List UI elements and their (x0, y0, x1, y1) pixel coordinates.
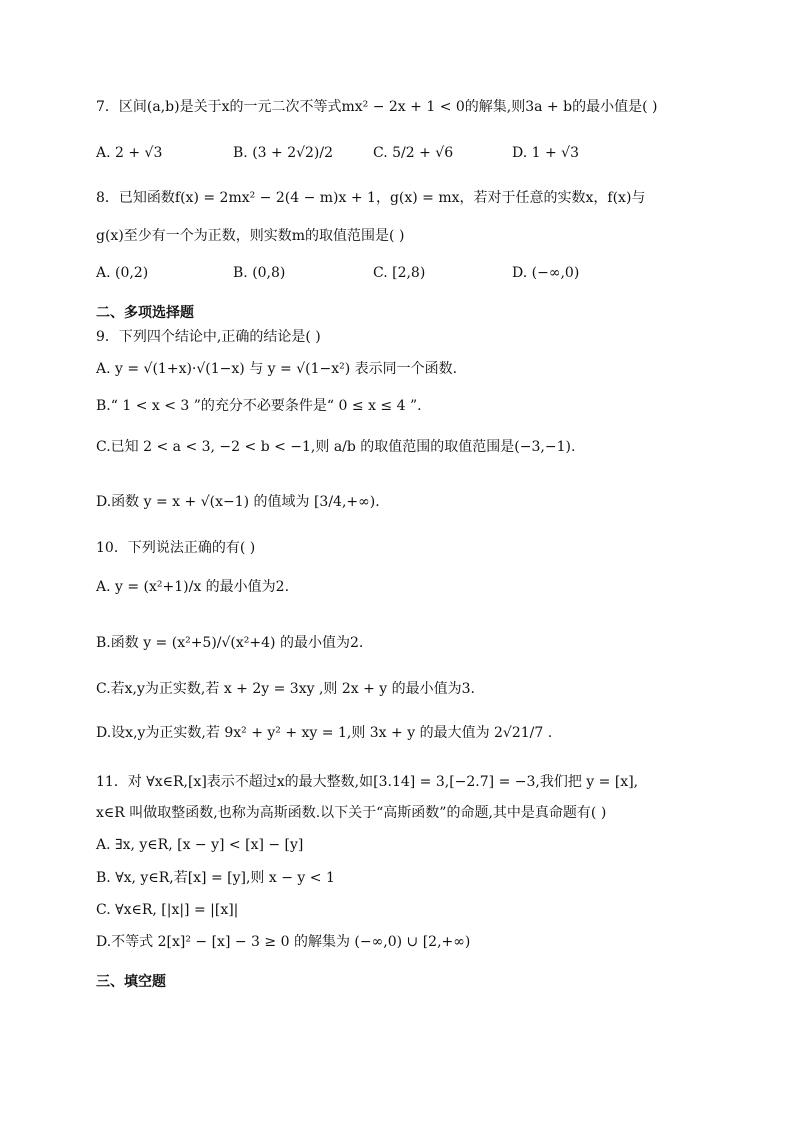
question-7-option-b: B. (3 + 2√2)/2 (233, 145, 334, 161)
question-8-option-d: D. (−∞,0) (512, 265, 580, 281)
question-7-option-d: D. 1 + √3 (512, 145, 579, 161)
question-9-option-b: B.“ 1 < x < 3 ”的充分不必要条件是“ 0 ≤ x ≤ 4 ”. (96, 398, 422, 414)
question-9-option-a: A. y = √(1+x)·√(1−x) 与 y = √(1−x²) 表示同一个函数. (96, 361, 458, 377)
question-11-stem-line2: x∈R 叫做取整函数,也称为高斯函数.以下关于“高斯函数”的命题,其中是真命题有( ) (96, 805, 607, 821)
question-8-option-a: A. (0,2) (96, 265, 149, 281)
question-8-stem-line2: g(x)至少有一个为正数，则实数m的取值范围是( ) (96, 228, 405, 244)
section-heading-multiple-choice: 二、多项选择题 (96, 305, 194, 321)
question-10-option-a: A. y = (x²+1)/x 的最小值为2. (96, 579, 290, 595)
question-7-option-c: C. 5/2 + √6 (373, 145, 454, 161)
question-8-stem-line1: 8．已知函数f(x) = 2mx² − 2(4 − m)x + 1，g(x) = mx，若对于任意的实数x，f(x)与 (96, 190, 646, 206)
question-9-stem: 9．下列四个结论中,正确的结论是( ) (96, 329, 321, 345)
question-11-option-c: C. ∀x∈R, [|x|] = |[x]| (96, 902, 239, 918)
question-8-option-c: C. [2,8) (373, 265, 426, 281)
question-11-option-b: B. ∀x, y∈R,若[x] = [y],则 x − y < 1 (96, 870, 335, 886)
question-7-option-a: A. 2 + √3 (96, 145, 163, 161)
question-10-stem: 10．下列说法正确的有( ) (96, 540, 256, 556)
question-11-option-d: D.不等式 2[x]² − [x] − 3 ≥ 0 的解集为 (−∞,0) ∪ [2,+∞) (96, 934, 471, 950)
question-9-option-c: C.已知 2 < a < 3, −2 < b < −1,则 a/b 的取值范围的取值范围是(−3,−1). (96, 439, 576, 455)
question-10-option-d: D.设x,y为正实数,若 9x² + y² + xy = 1,则 3x + y 的最大值为 2√21/7 . (96, 725, 553, 741)
question-11-option-a: A. ∃x, y∈R, [x − y] < [x] − [y] (96, 837, 304, 853)
question-11-stem-line1: 11．对 ∀x∈R,[x]表示不超过x的最大整数,如[3.14] = 3,[−2.7] = −3,我们把 y = [x], (96, 774, 639, 790)
question-9-option-d: D.函数 y = x + √(x−1) 的值域为 [3/4,+∞). (96, 494, 380, 510)
question-8-option-b: B. (0,8) (233, 265, 286, 281)
section-heading-fill-in: 三、填空题 (96, 974, 166, 990)
question-10-option-b: B.函数 y = (x²+5)/√(x²+4) 的最小值为2. (96, 635, 364, 651)
question-10-option-c: C.若x,y为正实数,若 x + 2y = 3xy ,则 2x + y 的最小值为3. (96, 681, 476, 697)
question-7-stem: 7．区间(a,b)是关于x的一元二次不等式mx² − 2x + 1 < 0的解集,则3a + b的最小值是( ) (96, 99, 658, 115)
